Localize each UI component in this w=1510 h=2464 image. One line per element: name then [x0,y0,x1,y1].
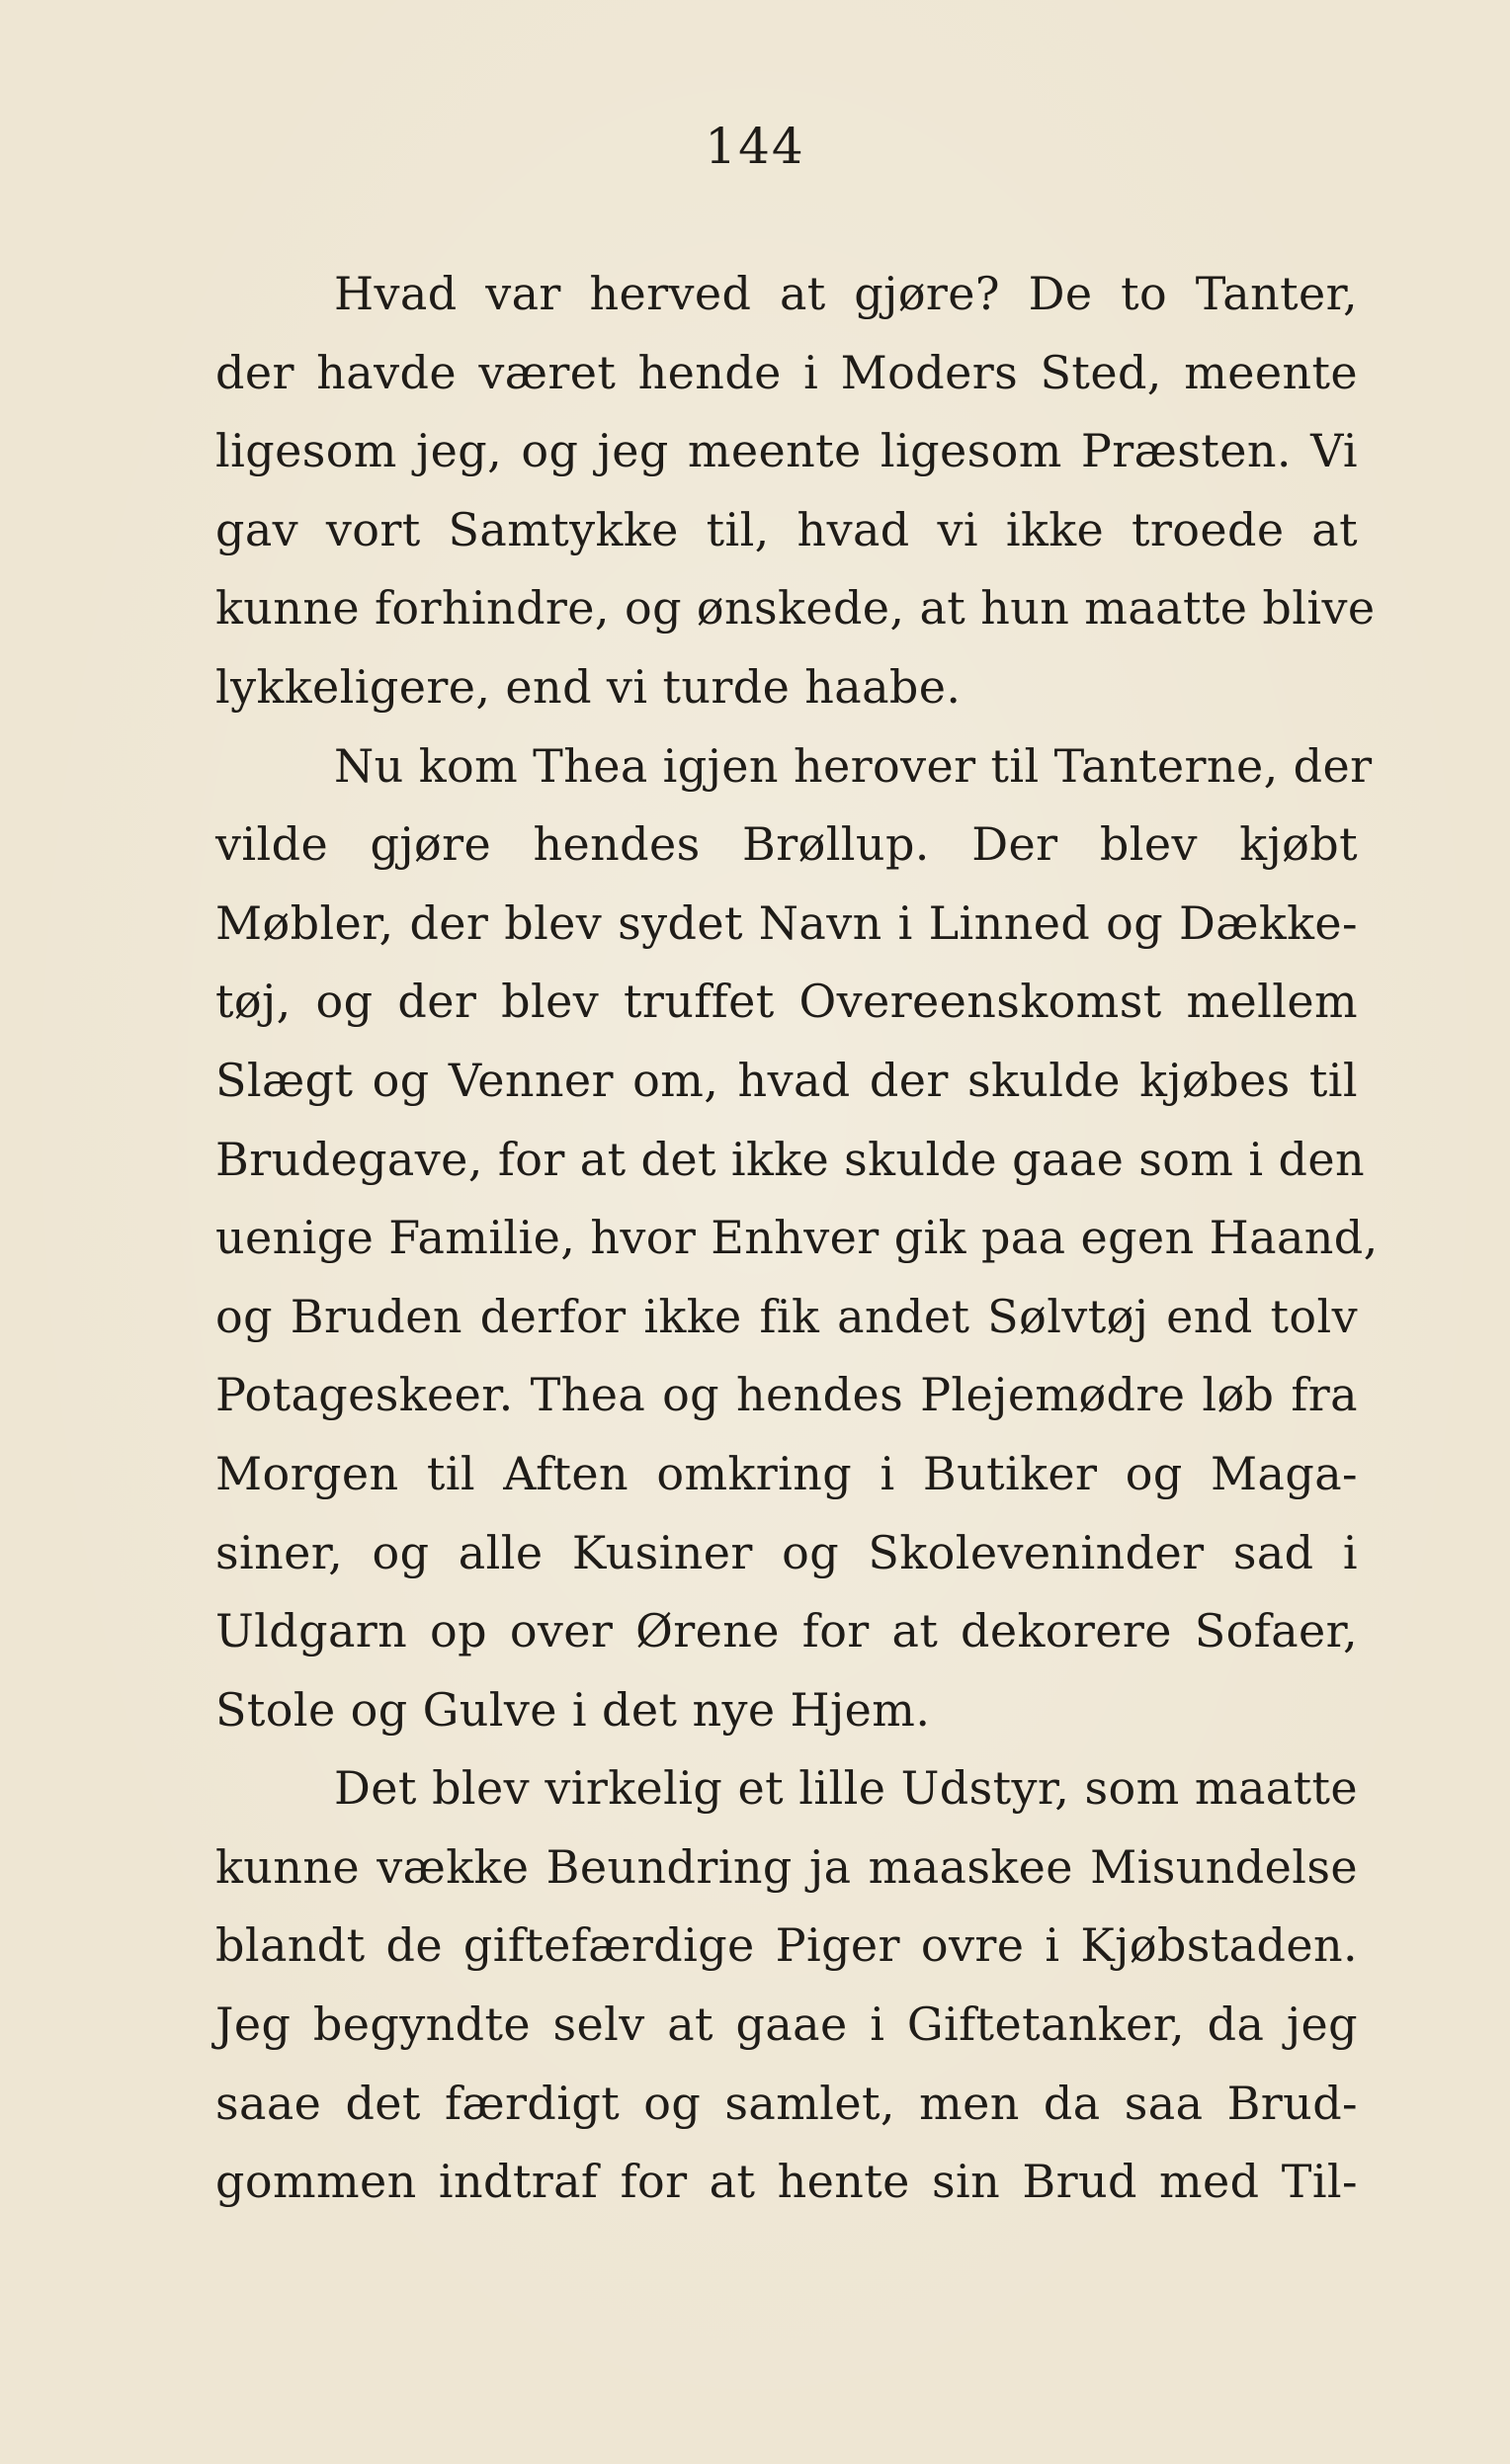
text-line: vilde gjøre hendes Brøllup. Der blev kjøbt [215,817,1358,872]
text-line: Slægt og Venner om, hvad der skulde kjøbes til [215,1053,1358,1107]
text-line: gommen indtraf for at hente sin Brud med Til- [215,2155,1358,2209]
text-line: Møbler, der blev sydet Navn i Linned og Dække- [215,895,1358,950]
text-line: tøj, og der blev truffet Overeenskomst mellem [215,975,1358,1029]
text-line: siner, og alle Kusiner og Skoleveninder sad i [215,1525,1358,1579]
text-line: Morgen til Aften omkring i Butiker og Maga- [215,1446,1358,1500]
text-line: Uldgarn op over Ørene for at dekorere Sofaer, [215,1604,1358,1658]
text-line: Brudegave, for at det ikke skulde gaae som i den [215,1132,1365,1186]
text-line: og Bruden derfor ikke fik andet Sølvtøj end tolv [215,1289,1358,1343]
text-line: kunne vække Beundring ja maaskee Misundelse [215,1839,1358,1894]
text-line: der havde været hende i Moders Sted, meente [215,345,1358,399]
text-line: ligesom jeg, og jeg meente ligesom Præsten. Vi [215,424,1358,478]
text-line: Hvad var herved at gjøre? De to Tanter, [334,267,1358,320]
page-number: 144 [705,118,805,175]
text-line: lykkeligere, end vi turde haabe. [215,659,962,714]
text-line: Det blev virkelig et lille Udstyr, som maatte [334,1761,1358,1816]
text-line: Nu kom Thea igjen herover til Tanterne, der [334,738,1373,793]
body-text [215,255,1379,2222]
text-line: Potageskeer. Thea og hendes Plejemødre løb fra [215,1368,1358,1422]
text-line: uenige Familie, hvor Enhver gik paa egen Haand, [215,1211,1379,1265]
text-line: gav vort Samtykke til, hvad vi ikke troede at [215,502,1358,556]
text-line: Stole og Gulve i det nye Hjem. [215,1682,931,1737]
text-line: Jeg begyndte selv at gaae i Giftetanker, da jeg [215,1997,1358,2052]
text-line: kunne forhindre, og ønskede, at hun maatte blive [215,581,1376,636]
text-line: blandt de giftefærdige Piger ovre i Kjøbstaden. [215,1918,1358,1973]
text-line: saae det færdigt og samlet, men da saa Brud- [215,2076,1358,2130]
